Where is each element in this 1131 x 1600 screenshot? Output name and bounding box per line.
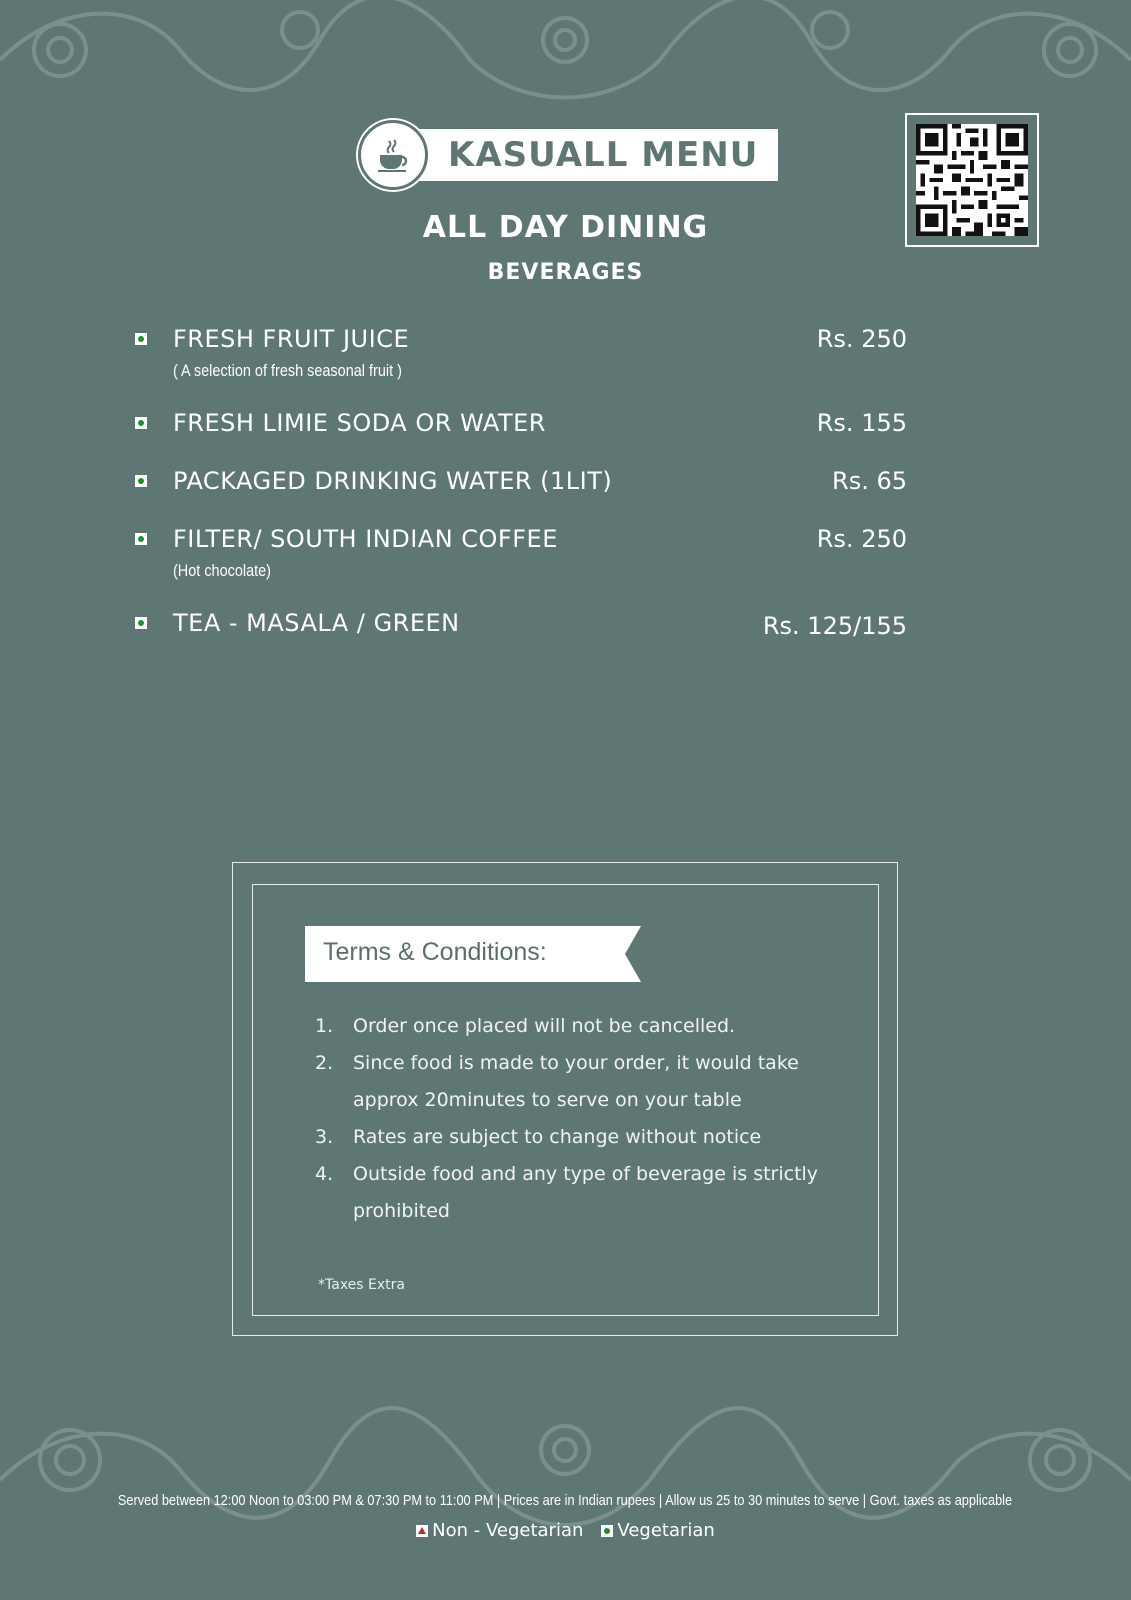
menu-item-name: FRESH LIMIE SODA OR WATER <box>173 409 546 437</box>
veg-icon <box>135 475 147 487</box>
coffee-cup-icon <box>358 120 428 190</box>
logo-banner <box>414 129 778 181</box>
terms-item-number: 1. <box>315 1015 334 1037</box>
menu-item-price: Rs. 65 <box>832 467 907 495</box>
menu-item-price: Rs. 155 <box>816 409 907 437</box>
terms-item-number: 4. <box>315 1163 334 1185</box>
menu-item-name: PACKAGED DRINKING WATER (1LIT) <box>173 467 613 495</box>
logo-text: KASUALL MENU <box>448 135 759 175</box>
terms-list-item <box>315 1119 855 1156</box>
terms-item-number: 2. <box>315 1052 334 1074</box>
footer-note <box>0 1492 1131 1509</box>
page-title: ALL DAY DINING <box>422 210 709 245</box>
terms-list-item <box>315 1156 855 1230</box>
legend-nonveg <box>416 1520 583 1541</box>
decorative-swirl-top <box>0 0 1131 130</box>
brand-logo <box>358 120 778 190</box>
menu-item-name: FILTER/ SOUTH INDIAN COFFEE <box>173 525 558 553</box>
terms-list-item <box>315 1045 855 1119</box>
veg-icon <box>135 333 147 345</box>
menu-item-price: Rs. 250 <box>816 325 907 353</box>
terms-list <box>315 1008 855 1230</box>
diet-legend <box>0 1520 1131 1541</box>
footer-note-text: Served between 12:00 Noon to 03:00 PM & 07:30 PM to 11:00 PM | Prices are in Indian rupees | Allow us 25 to 30 minutes to serve | Govt. taxes as applicable <box>118 1492 1013 1509</box>
menu-item-description: ( A selection of fresh seasonal fruit ) <box>173 361 402 380</box>
veg-icon <box>135 533 147 545</box>
terms-item-number: 3. <box>315 1126 334 1148</box>
menu-item-description: (Hot chocolate) <box>173 561 271 580</box>
menu-item-price: Rs. 125/155 <box>762 612 907 640</box>
terms-item-text: Since food is made to your order, it would take approx 20minutes to serve on your table <box>353 1052 799 1111</box>
legend-nonveg-label: Non - Vegetarian <box>432 1520 584 1541</box>
veg-icon <box>135 617 147 629</box>
terms-item-text: Rates are subject to change without notice <box>353 1126 762 1148</box>
taxes-note: *Taxes Extra <box>318 1277 405 1293</box>
menu-item-name: FRESH FRUIT JUICE <box>173 325 410 353</box>
non-veg-icon <box>416 1525 428 1537</box>
legend-veg-label: Vegetarian <box>617 1520 715 1541</box>
menu-item-price: Rs. 250 <box>816 525 907 553</box>
section-title: BEVERAGES <box>487 260 644 285</box>
veg-icon <box>135 417 147 429</box>
menu-item-name: TEA - MASALA / GREEN <box>173 609 460 637</box>
legend-veg <box>601 1520 714 1541</box>
veg-icon <box>601 1525 613 1537</box>
terms-item-text: Outside food and any type of beverage is strictly prohibited <box>353 1163 819 1222</box>
terms-title: Terms & Conditions: <box>323 938 547 966</box>
terms-list-item <box>315 1008 855 1045</box>
terms-item-text: Order once placed will not be cancelled. <box>353 1015 736 1037</box>
